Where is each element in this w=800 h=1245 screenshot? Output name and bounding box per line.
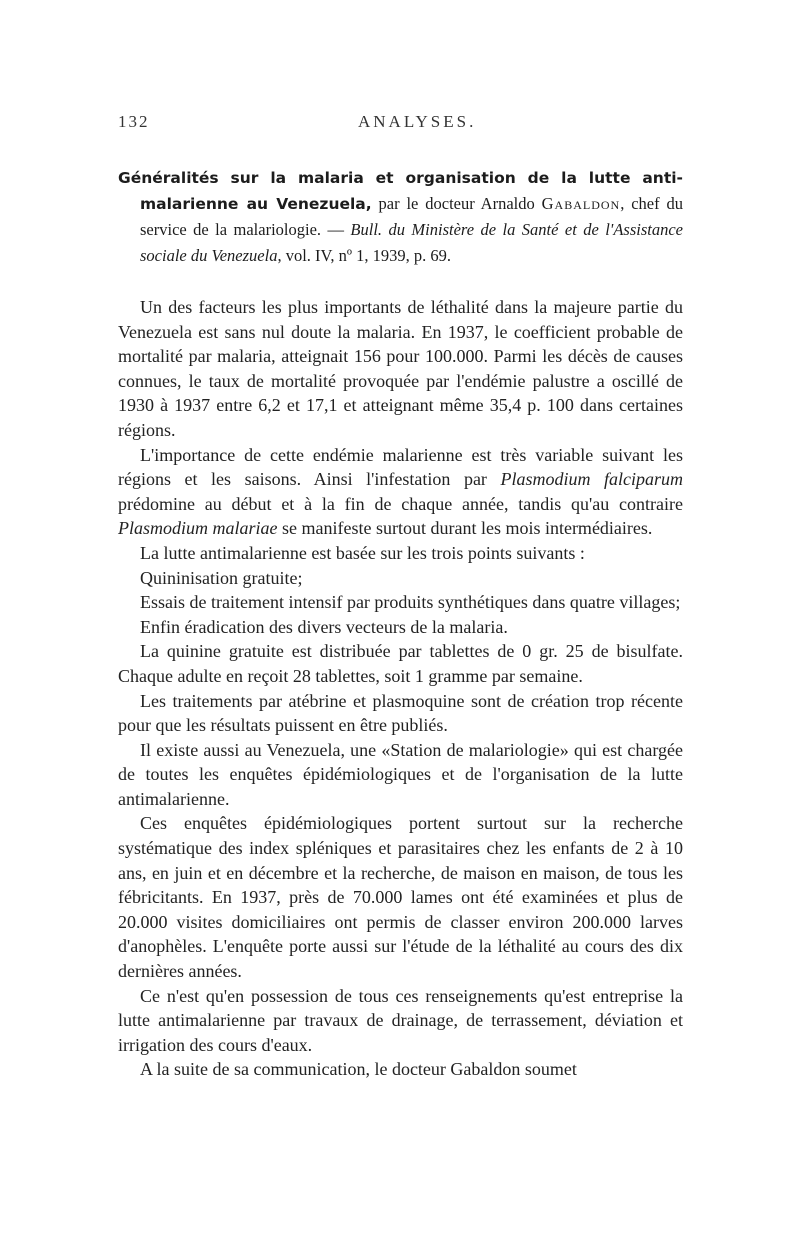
list-item: Essais de traitement intensif par produits synthétiques dans quatre villages; [140, 592, 681, 613]
paragraph: A la suite de sa communication, le docteur Gabaldon soumet [140, 1059, 577, 1080]
paragraph: L'importance de cette endémie malarienne est très variable suivant les régions et les saisons. Ainsi l'infestation par Plasmodium falciparum prédomine au début et à la fin de chaque année, tandis qu'au contraire Plasmodium malariae se manifeste surtout durant les mois intermédiaires. [118, 444, 684, 539]
reference-details: , vol. IV, nº 1, 1939, p. 69. [277, 246, 451, 265]
article-author: par le docteur Arnaldo Gabaldon, chef du service de la malariologie. — [140, 194, 683, 239]
paragraph: La lutte antimalarienne est basée sur les trois points suivants : [140, 542, 585, 563]
page-number: 132 [118, 112, 150, 131]
article-body [118, 295, 683, 1082]
journal-title: Bull. du Ministère de la Santé et de l'Assistance sociale du Venezuela [140, 220, 683, 265]
paragraph: Ce n'est qu'en possession de tous ces renseignements qu'est entreprise la lutte antimalarienne par travaux de drainage, de terrassement, déviation et irrigation des cours d'eaux. [118, 985, 683, 1055]
paragraph: Il existe aussi au Venezuela, une «Station de malariologie» qui est chargée de toutes les enquêtes épidémiologiques et de l'organisation de la lutte antimalarienne. [118, 739, 683, 809]
running-header [118, 112, 683, 140]
paragraph: Un des facteurs les plus importants de léthalité dans la majeure partie du Venezuela est sans nul doute la malaria. En 1937, le coefficient probable de mortalité par malaria, atteignait 156 pour 100.000. Parmi les décès de causes connues, le taux de mortalité provoquée par l'endémie palustre a oscillé de 1930 à 1937 entre 6,2 et 17,1 et atteignant même 35,4 p. 100 dans certaines régions. [118, 297, 683, 440]
list-item: Enfin éradication des divers vecteurs de la malaria. [140, 616, 508, 637]
list-item: Quininisation gratuite; [140, 567, 303, 588]
running-title: ANALYSES. [358, 112, 477, 131]
author-surname: Gabaldon [541, 194, 621, 213]
paragraph: La quinine gratuite est distribuée par tablettes de 0 gr. 25 de bisulfate. Chaque adulte en reçoit 28 tablettes, soit 1 gramme par semaine. [118, 641, 683, 686]
paragraph: Ces enquêtes épidémiologiques portent surtout sur la recherche systématique des index spléniques et parasitaires chez les enfants de 2 à 10 ans, en juin et en décembre et la recherche, de maison en maison, de tous les fébricitants. En 1937, près de 70.000 lames ont été examinées et plus de 20.000 visites domiciliaires ont permis de classer environ 200.000 larves d'anophèles. L'enquête porte aussi sur l'étude de la léthalité au cours des dix dernières années. [118, 813, 683, 982]
article-heading [118, 166, 683, 269]
paragraph: Les traitements par atébrine et plasmoquine sont de création trop récente pour que les résultats puissent en être publiés. [118, 690, 683, 736]
article-title: Généralités sur la malaria et organisation de la lutte anti-malarienne au Venezuela, [118, 169, 683, 213]
species-name: Plasmodium malariae [118, 518, 278, 539]
document-page [118, 112, 683, 1082]
species-name: Plasmodium falciparum [500, 469, 684, 490]
